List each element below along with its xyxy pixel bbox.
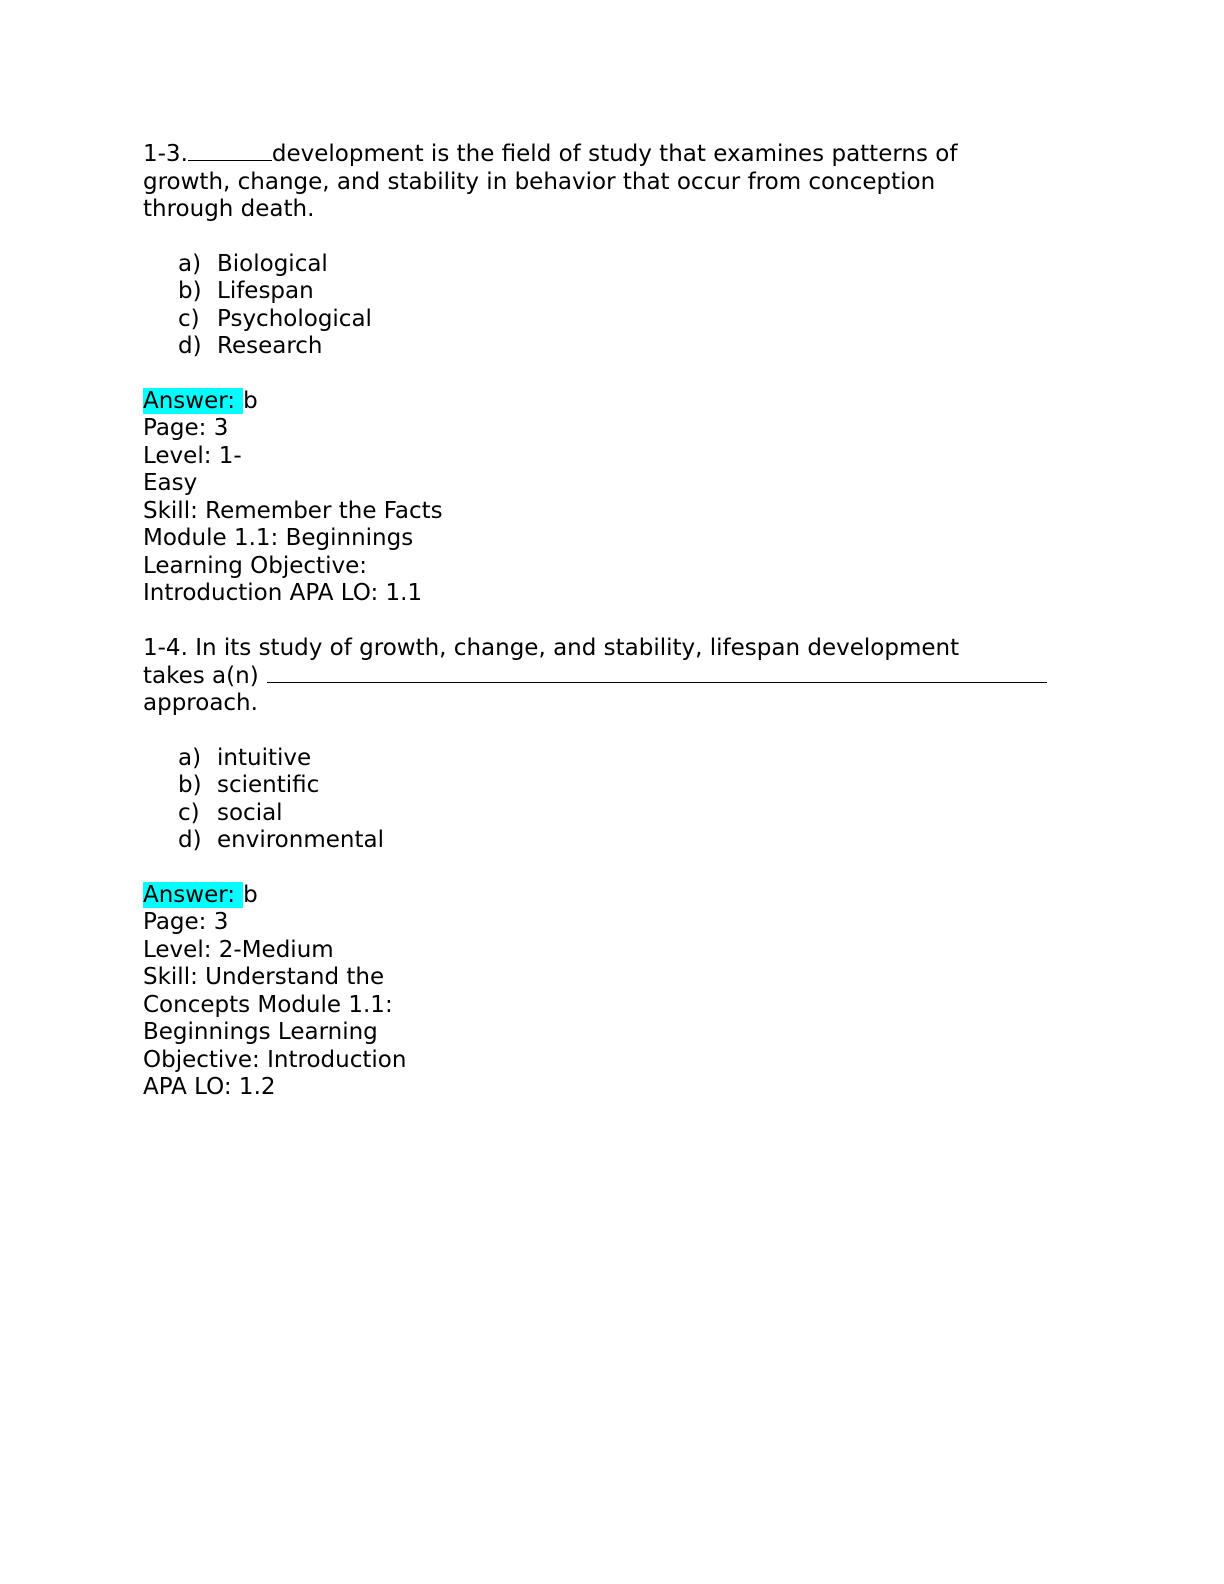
question-number: 1-4. [143,635,188,661]
answer-label-highlight: Answer: [143,388,243,414]
answer-value: b [243,387,258,414]
meta-skill: Skill: Understand the [143,964,385,990]
meta-level: Level: 2-Medium [143,936,334,963]
meta-apa-lo: APA LO: 1.2 [143,1074,276,1100]
meta-level-cont: Easy [143,470,198,496]
answer-value: b [243,881,258,908]
option-a: a) intuitive [178,744,312,771]
option-b: b) scientific [178,772,320,798]
answer-metadata [143,882,1063,1102]
meta-apa-lo: Introduction APA LO: 1.1 [143,580,423,606]
option-b: b) Lifespan [178,278,314,304]
answer-options [143,251,1063,361]
answer-label-highlight: Answer: [143,882,243,908]
meta-page: Page: 3 [143,415,229,441]
meta-objective: Learning Objective: [143,552,367,579]
option-c: c) Psychological [178,305,372,332]
question-stem: 1-4. In its study of growth, change, and stability, lifespan development takes a(n) approach. [143,635,1063,718]
document-page [143,141,1063,1102]
meta-level: Level: 1- [143,442,242,469]
answer-line [143,388,1063,416]
meta-module: Beginnings Learning [143,1019,378,1045]
question-stem: 1-3. development is the field of study that examines patterns of growth, change, and stability in behavior that occur from conception through death. [143,141,958,222]
spacer [143,608,1063,636]
option-d: d) Research [178,333,323,359]
answer-line [143,882,1063,910]
question-1-4 [143,635,1063,1102]
option-d: d) environmental [178,827,384,853]
option-c: c) social [178,799,283,826]
fill-in-blank [188,159,272,161]
meta-objective: Objective: Introduction [143,1046,407,1073]
answer-options [143,745,1063,855]
meta-skill: Skill: Remember the Facts [143,497,443,524]
meta-skill-cont: Concepts Module 1.1: [143,991,393,1018]
question-1-3 [143,141,1063,608]
question-number: 1-3. [143,141,188,167]
meta-module: Module 1.1: Beginnings [143,525,414,551]
fill-in-blank [267,681,1047,683]
answer-metadata [143,388,1063,608]
meta-page: Page: 3 [143,909,229,935]
option-a: a) Biological [178,250,328,277]
